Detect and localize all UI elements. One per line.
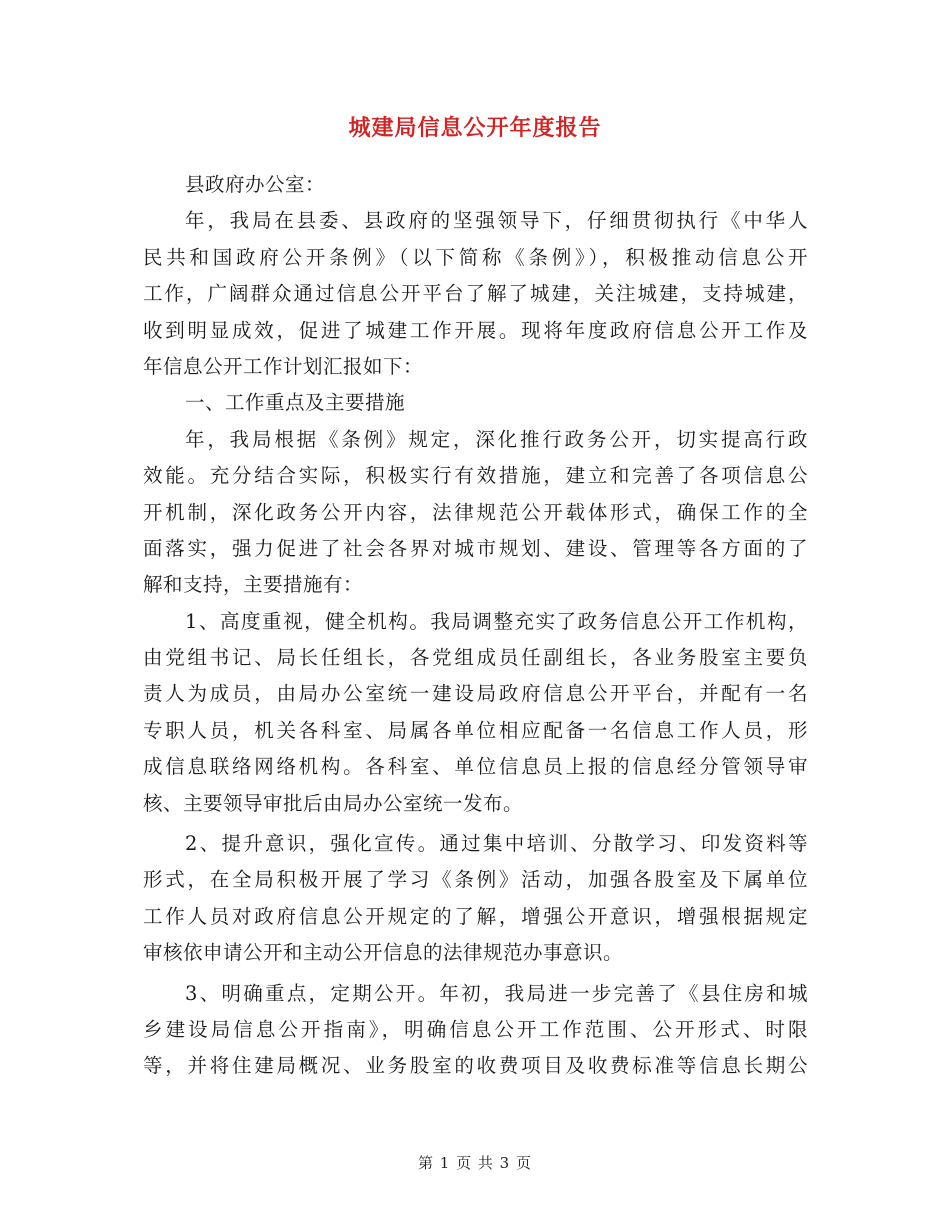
paragraph-line: 解和支持，主要措施有： xyxy=(143,573,364,597)
document-title: 城建局信息公开年度报告 xyxy=(348,115,602,141)
paragraph-line: 1、高度重视，健全机构。我局调整充实了政务信息公开工作机构， xyxy=(185,609,808,633)
paragraph-line: 责人为成员，由局办公室统一建设局政府信息公开平台，并配有一名 xyxy=(143,682,808,706)
page-number-footer: 第 1 页 共 3 页 xyxy=(418,1154,532,1172)
paragraph-line: 形式，在全局积极开展了学习《条例》活动，加强各股室及下属单位 xyxy=(143,868,808,892)
document-body xyxy=(143,167,808,1085)
paragraph-line: 效能。充分结合实际，积极实行有效措施，建立和完善了各项信息公 xyxy=(143,464,808,488)
paragraph-line: 审核依申请公开和主动公开信息的法律规范办事意识。 xyxy=(143,941,624,965)
section-heading: 一、工作重点及主要措施 xyxy=(185,391,406,415)
paragraph-line: 收到明显成效，促进了城建工作开展。现将年度政府信息公开工作及 xyxy=(143,318,808,342)
paragraph-line: 乡建设局信息公开指南》，明确信息公开工作范围、公开形式、时限 xyxy=(143,1017,808,1041)
paragraph-line: 成信息联络网络机构。各科室、单位信息员上报的信息经分管领导审 xyxy=(143,755,808,779)
paragraph-line: 核、主要领导审批后由局办公室统一发布。 xyxy=(143,791,524,815)
paragraph-line: 年信息公开工作计划汇报如下： xyxy=(143,354,424,378)
paragraph-line: 面落实，强力促进了社会各界对城市规划、建设、管理等各方面的了 xyxy=(143,536,808,560)
paragraph-line: 工作，广阔群众通过信息公开平台了解了城建，关注城建，支持城建， xyxy=(143,282,808,306)
paragraph-line: 等，并将住建局概况、业务股室的收费项目及收费标准等信息长期公 xyxy=(143,1054,808,1078)
paragraph-line: 由党组书记、局长任组长，各党组成员任副组长，各业务股室主要负 xyxy=(143,646,808,670)
paragraph-line: 工作人员对政府信息公开规定的了解，增强公开意识，增强根据规定 xyxy=(143,904,808,928)
paragraph-line: 民共和国政府公开条例》（以下简称《条例》），积极推动信息公开 xyxy=(143,245,808,269)
paragraph-line: 3、明确重点，定期公开。年初，我局进一步完善了《县住房和城 xyxy=(185,981,808,1005)
paragraph-line: 专职人员，机关各科室、局属各单位相应配备一名信息工作人员，形 xyxy=(143,718,808,742)
salutation-line: 县政府办公室： xyxy=(185,173,326,196)
paragraph-line: 年，我局在县委、县政府的坚强领导下，仔细贯彻执行《中华人 xyxy=(185,209,808,233)
paragraph-line: 2、提升意识，强化宣传。通过集中培训、分散学习、印发资料等 xyxy=(185,832,808,856)
paragraph-line: 开机制，深化政务公开内容，法律规范公开载体形式，确保工作的全 xyxy=(143,500,808,524)
paragraph-line: 年，我局根据《条例》规定，深化推行政务公开，切实提高行政 xyxy=(185,427,808,451)
